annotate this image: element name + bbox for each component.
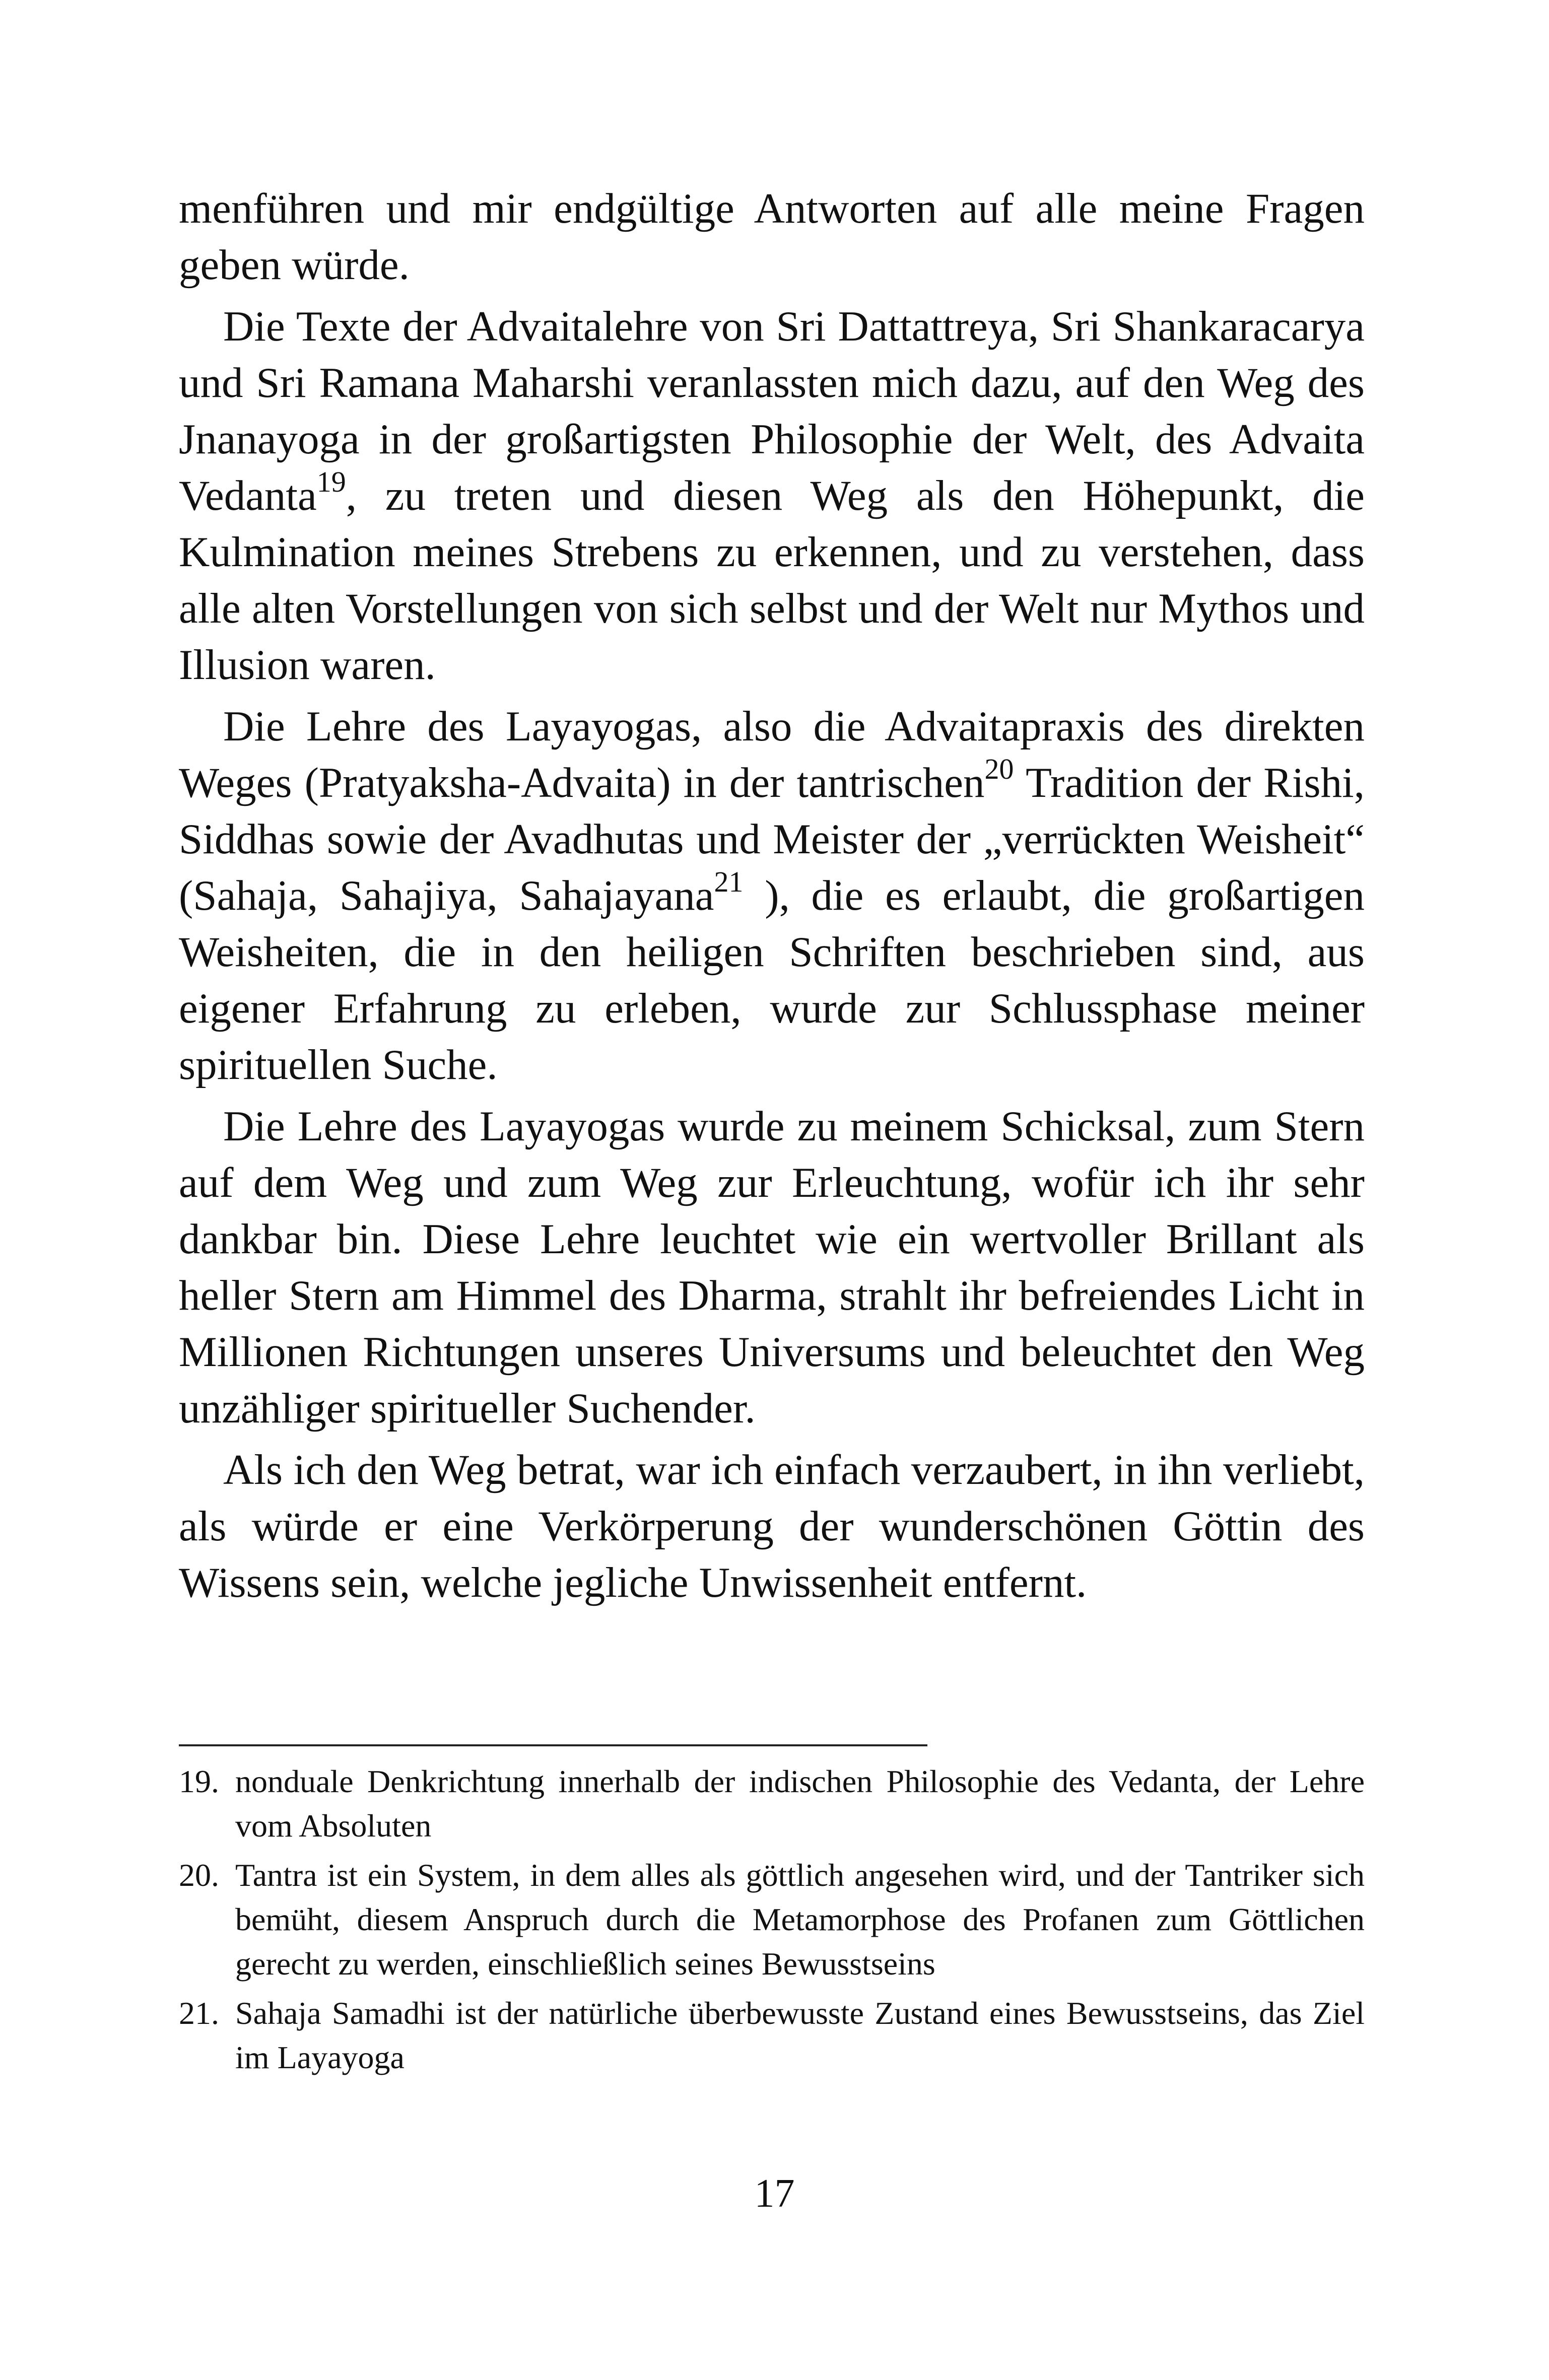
paragraph-text: menführen und mir endgültige Antworten auf alle meine Fragen geben würde. — [179, 185, 1365, 289]
paragraph-text: Als ich den Weg betrat, war ich einfach verzaubert, in ihn verliebt, als würde er eine Verkörperung der wunderschönen Göttin des Wissens sein, welche jegliche Unwissenheit entfernt. — [179, 1446, 1365, 1606]
paragraph-text: Die Lehre des Layayogas, also die Advaitapraxis des direkten Weges (Pratyaksha-Advaita) in der tantrischen — [179, 703, 1365, 806]
paragraph-text: ), die es erlaubt, die großartigen Weisheiten, die in den heiligen Schriften beschrieben sind, aus eigener Erfahrung zu erleben, wurde zur Schlussphase meiner spirituellen Suche. — [179, 872, 1365, 1089]
paragraph — [179, 1442, 1365, 1611]
paragraph-text: Die Lehre des Layayogas wurde zu meinem Schicksal, zum Stern auf dem Weg und zum Weg zur Erleuchtung, wofür ich ihr sehr dankbar bin. Diese Lehre leuchtet wie ein wertvoller Brillant als heller Stern am Himmel des Dharma, strahlt ihr befreiendes Licht in Millionen Richtungen unseres Universums und beleuchtet den Weg unzähliger spiritueller Suchender. — [179, 1103, 1365, 1432]
footnote-19 — [179, 1759, 1365, 1848]
footnote-text: Sahaja Samadhi ist der natürliche überbewusste Zustand eines Bewusstseins, das Ziel im Layayoga — [235, 1995, 1365, 2075]
footnote-number: 21. — [179, 1995, 219, 2031]
paragraph-continued — [179, 180, 1365, 293]
footnote-21 — [179, 1991, 1365, 2080]
footnotes — [179, 1759, 1365, 2085]
paragraph-text: , zu treten und diesen Weg als den Höhepunkt, die Kulmination meines Strebens zu erkennen, und zu verstehen, dass alle alten Vorstellungen von sich selbst und der Welt nur Mythos und Illusion waren. — [179, 472, 1365, 689]
footnote-ref-21[interactable]: 21 — [714, 865, 744, 899]
paragraph-text: Die Texte der Advaitalehre von Sri Dattattreya, Sri Shankaracarya und Sri Ramana Maharshi veranlassten mich dazu, auf den Weg des Jnanayoga in der großartigsten Philosophie der Welt, des Advaita Vedanta — [179, 303, 1365, 519]
footnote-ref-19[interactable]: 19 — [316, 465, 346, 499]
paragraph — [179, 698, 1365, 1093]
main-text — [179, 180, 1365, 1611]
paragraph — [179, 1098, 1365, 1437]
paragraph-text: Tradition der Rishi, Siddhas sowie der Avadhutas und Meister der „verrückten Weisheit“ (Sahaja, Sahajiya, Sahajayana — [179, 759, 1365, 919]
paragraph — [179, 298, 1365, 693]
footnote-text: nonduale Denkrichtung innerhalb der indischen Philosophie des Vedanta, der Lehre vom Absoluten — [235, 1763, 1365, 1844]
footnote-20 — [179, 1853, 1365, 1986]
footnote-text: Tantra ist ein System, in dem alles als göttlich angesehen wird, und der Tantriker sich bemüht, diesem Anspruch durch die Metamorphose des Profanen zum Göttlichen gerecht zu werden, einschließlich seines Bewusstseins — [235, 1857, 1365, 1982]
footnote-divider — [179, 1744, 927, 1746]
footnote-ref-20[interactable]: 20 — [984, 753, 1014, 786]
page-number: 17 — [754, 2171, 795, 2216]
footnote-number: 19. — [179, 1763, 219, 1799]
footnote-number: 20. — [179, 1857, 219, 1893]
